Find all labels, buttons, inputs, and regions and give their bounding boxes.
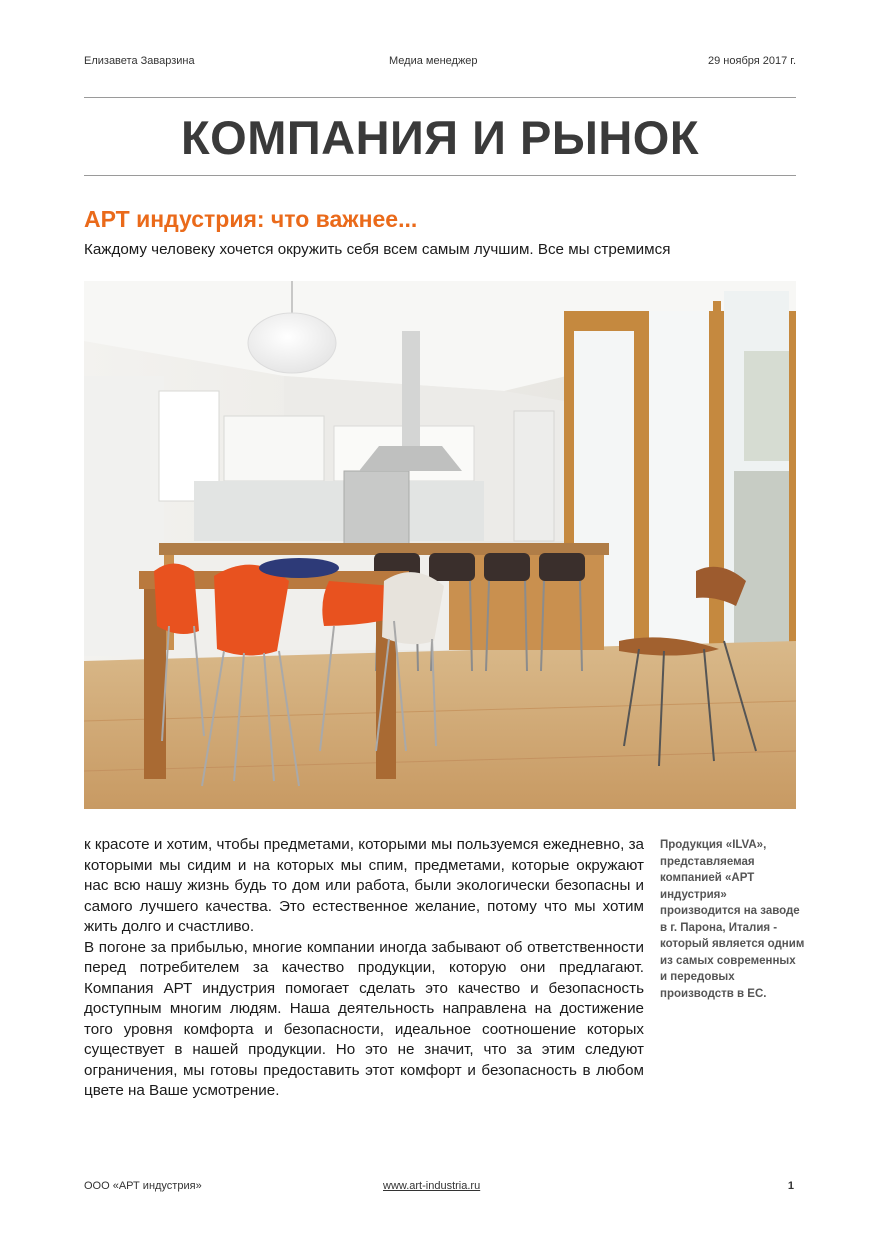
page-number: 1 (787, 1180, 794, 1192)
article-paragraph: В погоне за прибылью, многие компании иногда забывают об ответственности перед потребителем за качество продукции, которую они предлагают. Компания АРТ индустрия помогает сделать это качество и безопасность доступным многим людям. Наша деятельность направлена на достижение того уровня комфорта и безопасности, идеальное соотношение которых существует в нашей продукции. Но это не значит, что за этим следуют ограничения, мы готовы предоставить этот комфорт и безопасность в любом цвете на Ваше усмотрение. (84, 938, 644, 1099)
article-body (84, 835, 644, 1102)
header-date: 29 ноября 2017 г. (708, 55, 796, 67)
footer-url-link[interactable]: www.art-industria.ru (383, 1180, 481, 1192)
article-subtitle: АРТ индустрия: что важнее... (84, 206, 418, 232)
sidebar-note: Продукция «ILVA», представляемая компанией «АРТ индустрия» производится на заводе в г. Парона, Италия - который является одним из самых современных и передовых производств в ЕС. (660, 839, 805, 1000)
footer-company: ООО «АРТ индустрия» (84, 1180, 202, 1192)
header-author: Елизавета Заварзина (84, 55, 195, 67)
article-paragraph: к красоте и хотим, чтобы предметами, которыми мы пользуемся ежедневно, за которыми мы сидим и на которых мы спим, предметами, которые окружают нас всю нашу жизнь будь то дом или работа, были экологически безопасны и самого лучшего качества. Это естественное желание, потому что мы хотим жить долго и счастливо. (84, 836, 644, 935)
kitchen-photo (84, 281, 796, 809)
header-rule-bottom (84, 175, 796, 176)
page-title: КОМПАНИЯ И РЫНОК (180, 111, 700, 164)
article-intro: Каждому человеку хочется окружить себя всем самым лучшим. Все мы стремимся (84, 241, 671, 258)
header-rule-top (84, 97, 796, 98)
header-role: Медиа менеджер (389, 55, 478, 67)
